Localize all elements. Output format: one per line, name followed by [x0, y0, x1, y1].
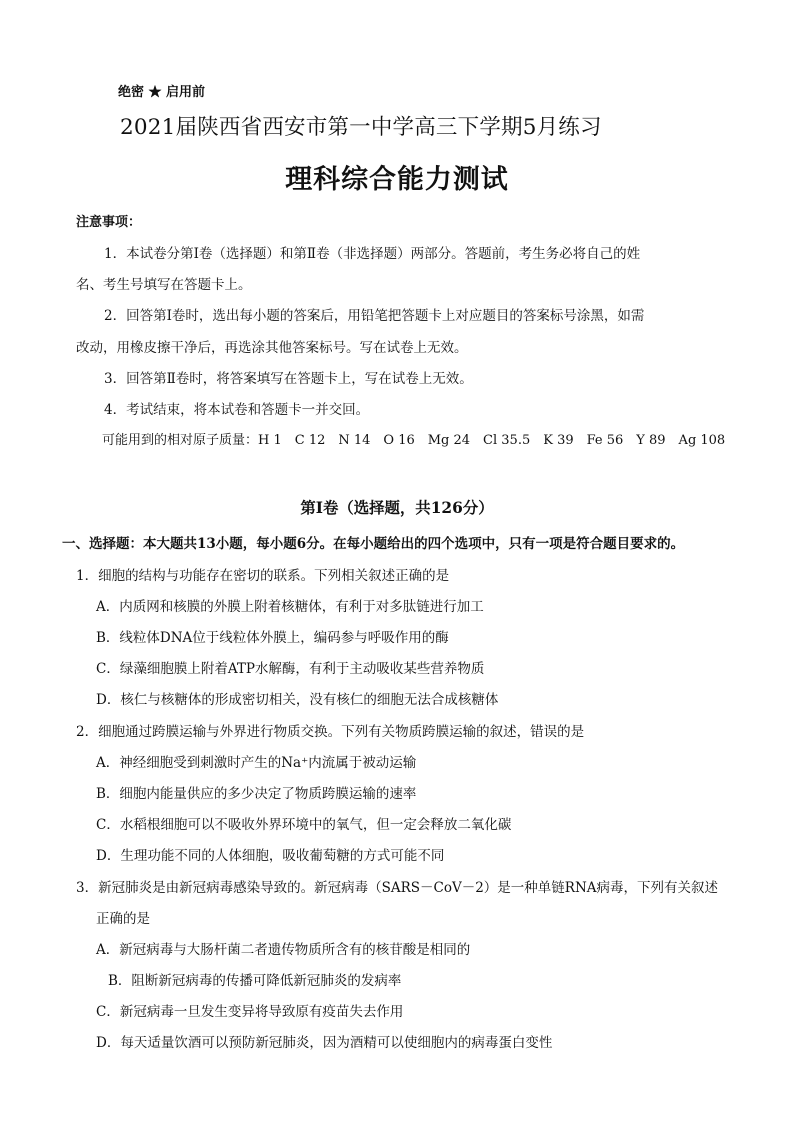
question-stem: 2．细胞通过跨膜运输与外界进行物质交换。下列有关物质跨膜运输的叙述，错误的是: [76, 724, 585, 740]
question-option: A．神经细胞受到刺激时产生的Na⁺内流属于被动运输: [96, 755, 417, 771]
notice-line: 4．考试结束，将本试卷和答题卡一并交回。: [104, 402, 370, 418]
question-option: B．阻断新冠病毒的传播可降低新冠肺炎的发病率: [108, 973, 402, 989]
exam-title: 2021届陕西省西安市第一中学高三下学期5月练习: [120, 115, 602, 140]
notice-heading: 注意事项：: [76, 215, 142, 230]
question-option: C．绿藻细胞膜上附着ATP水解酶，有利于主动吸收某些营养物质: [96, 661, 485, 677]
notice-line: 改动，用橡皮擦干净后，再选涂其他答案标号。写在试卷上无效。: [76, 340, 468, 356]
atomic-masses: 可能用到的相对原子质量：H 1 C 12 N 14 O 16 Mg 24 Cl 35.5 K 39 Fe 56 Y 89 Ag 108: [102, 433, 726, 448]
section-intro: 一、选择题：本大题共13小题，每小题6分。在每小题给出的四个选项中，只有一项是符合题目要求的。: [62, 536, 685, 552]
question-option: C．新冠病毒一旦发生变异将导致原有疫苗失去作用: [96, 1004, 404, 1020]
question-option: B．细胞内能量供应的多少决定了物质跨膜运输的速率: [96, 786, 417, 802]
question-stem: 1．细胞的结构与功能存在密切的联系。下列相关叙述正确的是: [76, 568, 450, 584]
question-option: D．核仁与核糖体的形成密切相关，没有核仁的细胞无法合成核糖体: [96, 692, 499, 708]
question-option: A．新冠病毒与大肠杆菌二者遗传物质所含有的核苷酸是相同的: [96, 942, 471, 958]
confidential-label: 绝密 ★ 启用前: [118, 85, 206, 100]
notice-line: 1．本试卷分第Ⅰ卷（选择题）和第Ⅱ卷（非选择题）两部分。答题前，考生务必将自己的姓: [104, 246, 641, 262]
question-stem: 3．新冠肺炎是由新冠病毒感染导致的。新冠病毒（SARS－CoV－2）是一种单链RNA病毒，下列有关叙述: [76, 880, 719, 896]
notice-line: 名、考生号填写在答题卡上。: [76, 277, 252, 293]
section-title: 第Ⅰ卷（选择题，共126分）: [300, 499, 494, 517]
question-option: B．线粒体DNA位于线粒体外膜上，编码参与呼吸作用的酶: [96, 630, 449, 646]
question-option: D．生理功能不同的人体细胞，吸收葡萄糖的方式可能不同: [96, 848, 445, 864]
exam-subtitle: 理科综合能力测试: [285, 164, 509, 195]
question-option: A．内质网和核膜的外膜上附着核糖体，有利于对多肽链进行加工: [96, 599, 484, 615]
notice-line: 2．回答第Ⅰ卷时，选出每小题的答案后，用铅笔把答题卡上对应题目的答案标号涂黑，如需: [104, 308, 645, 324]
question-option: C．水稻根细胞可以不吸收外界环境中的氧气，但一定会释放二氧化碳: [96, 817, 512, 833]
question-stem-cont: 正确的是: [96, 911, 150, 927]
question-option: D．每天适量饮酒可以预防新冠肺炎，因为酒精可以使细胞内的病毒蛋白变性: [96, 1035, 553, 1051]
notice-line: 3．回答第Ⅱ卷时，将答案填写在答题卡上，写在试卷上无效。: [104, 371, 473, 387]
